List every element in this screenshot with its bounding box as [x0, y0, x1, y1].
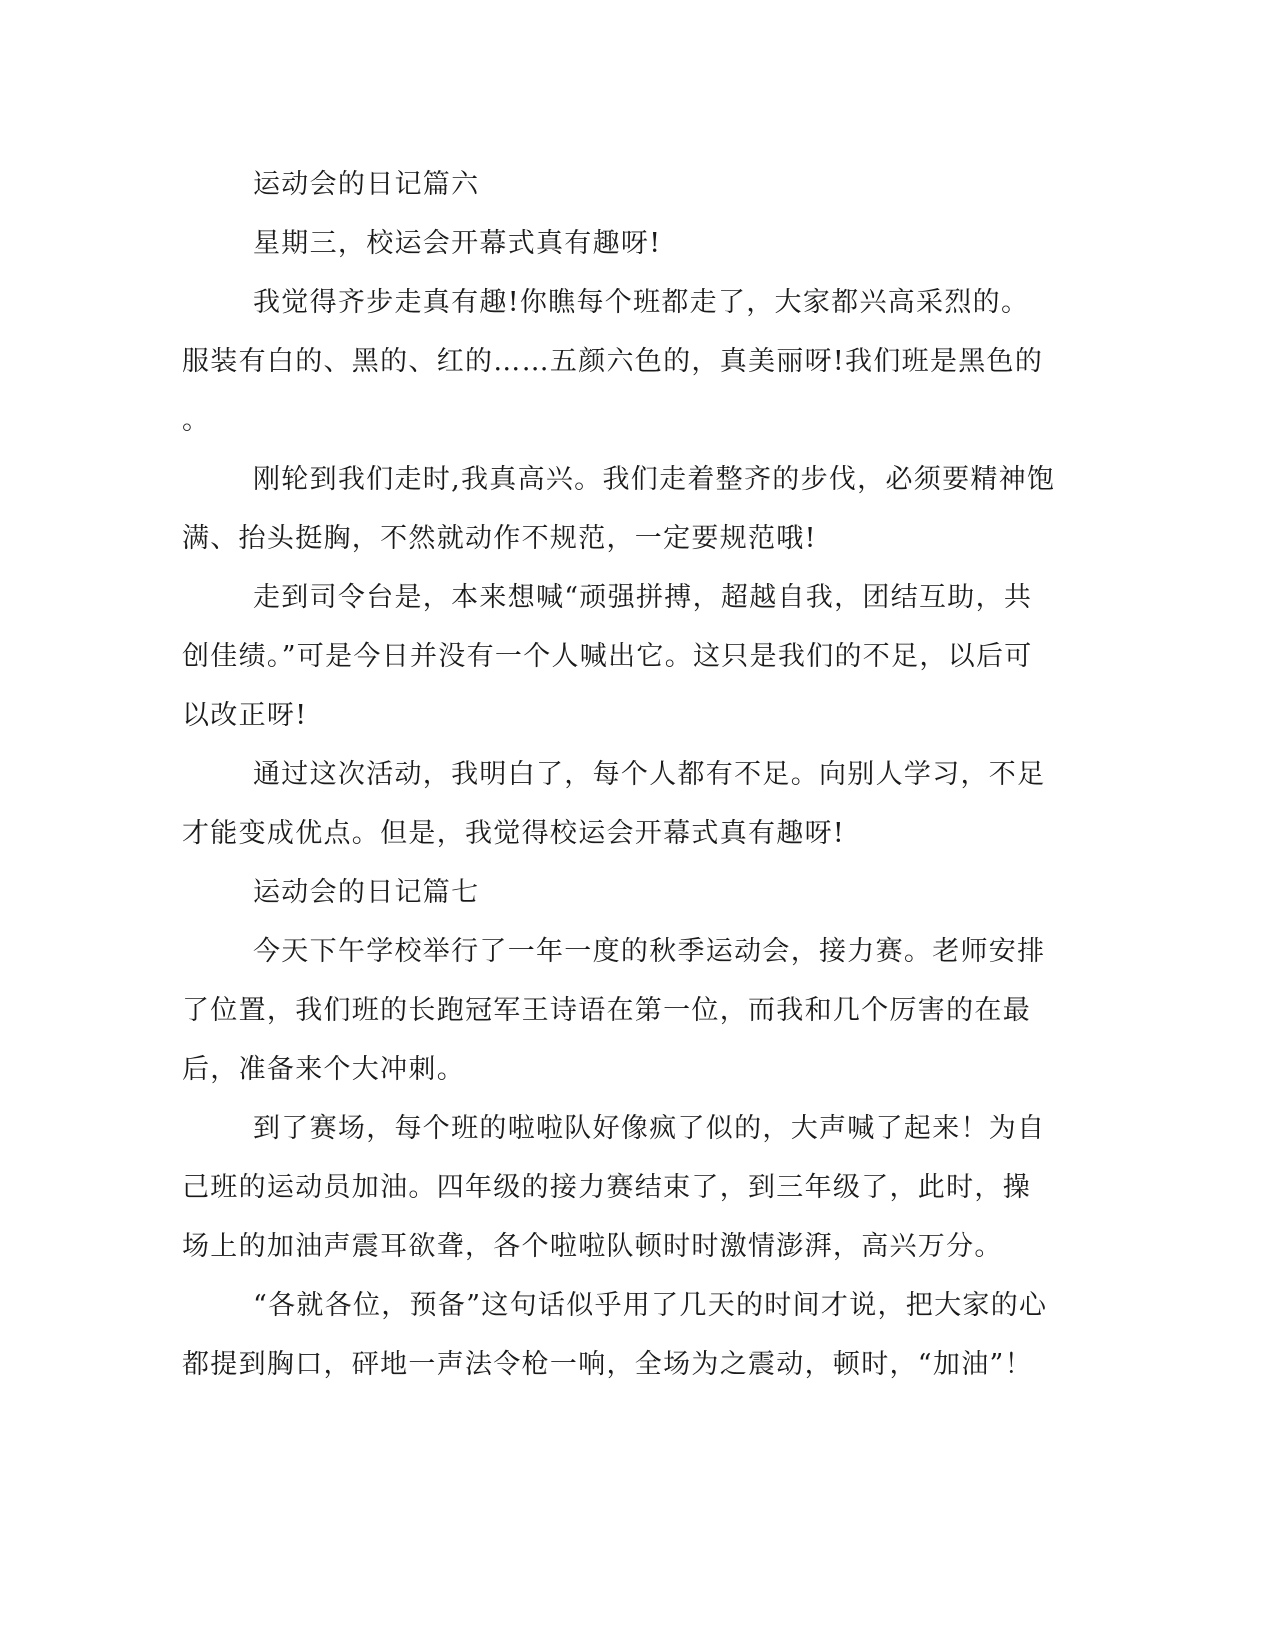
paragraph-line: 创佳绩。”可是今日并没有一个人喊出它。这只是我们的不足，以后可: [182, 641, 1033, 672]
section-title: 运动会的日记篇六: [253, 169, 480, 200]
paragraph-line: 通过这次活动，我明白了，每个人都有不足。向别人学习，不足: [253, 759, 1046, 790]
paragraph-line: 己班的运动员加油。四年级的接力赛结束了，到三年级了，此时，操: [182, 1172, 1031, 1203]
paragraph-line: 服装有白的、黑的、红的……五颜六色的，真美丽呀!我们班是黑色的: [182, 346, 1044, 377]
paragraph-line: 到了赛场，每个班的啦啦队好像疯了似的，大声喊了起来！为自: [253, 1113, 1046, 1144]
paragraph-line: 场上的加油声震耳欲聋，各个啦啦队顿时时激情澎湃，高兴万分。: [182, 1231, 1003, 1262]
paragraph-line: 满、抬头挺胸，不然就动作不规范，一定要规范哦!: [182, 523, 817, 554]
paragraph-line: 了位置，我们班的长跑冠军王诗语在第一位，而我和几个厉害的在最: [182, 995, 1031, 1026]
paragraph-line: 走到司令台是，本来想喊“顽强拼搏，超越自我，团结互助，共: [253, 582, 1033, 613]
paragraph-line: 刚轮到我们走时,我真高兴。我们走着整齐的步伐，必须要精神饱: [253, 464, 1056, 495]
section-title: 运动会的日记篇七: [253, 877, 480, 908]
paragraph-line: 今天下午学校举行了一年一度的秋季运动会，接力赛。老师安排: [253, 936, 1046, 967]
paragraph-line: 我觉得齐步走真有趣!你瞧每个班都走了，大家都兴高采烈的。: [253, 287, 1030, 318]
paragraph-line: 星期三，校运会开幕式真有趣呀!: [253, 228, 662, 259]
paragraph-line: 。: [182, 405, 211, 436]
paragraph-line: 才能变成优点。但是，我觉得校运会开幕式真有趣呀!: [182, 818, 846, 849]
paragraph-line: 以改正呀!: [182, 700, 308, 731]
paragraph-line: “各就各位，预备”这句话似乎用了几天的时间才说，把大家的心: [253, 1290, 1048, 1321]
paragraph-line: 都提到胸口，砰地一声法令枪一响，全场为之震动，顿时，“加油”！: [182, 1349, 1033, 1380]
paragraph-line: 后，准备来个大冲刺。: [182, 1054, 465, 1085]
document-body: [182, 155, 1056, 1394]
